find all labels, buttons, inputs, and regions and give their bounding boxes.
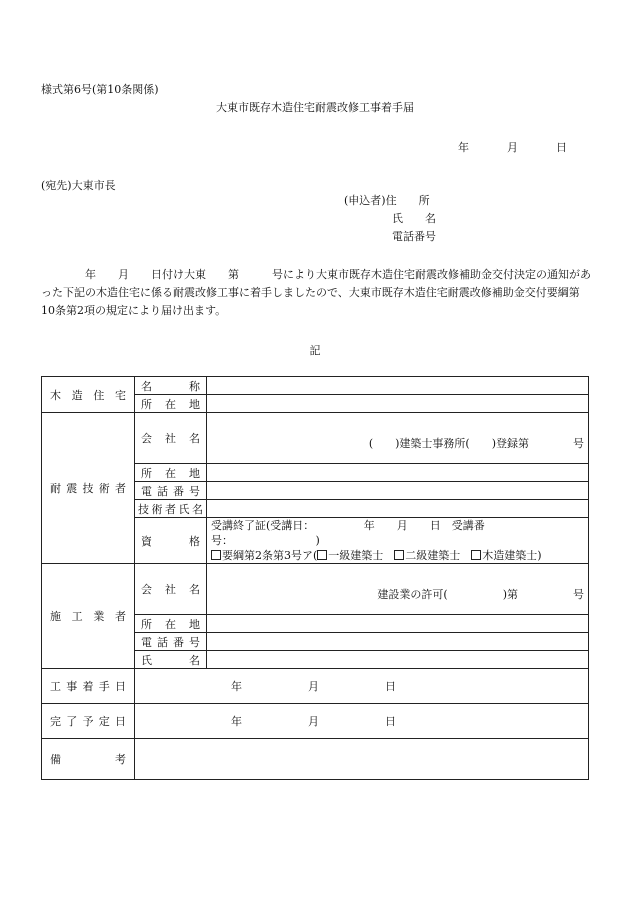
qualification-line-2 [211,548,584,563]
date-line [458,139,567,155]
engineer-address-label: 所在地 [135,464,207,482]
contractor-company-field[interactable] [207,564,589,615]
qual-first-class-label: 一級建築士 [328,549,384,562]
qual-second-class-label: 二級建築士 [405,549,461,562]
checkbox-second-class[interactable] [394,550,404,560]
engineer-qualification-field [207,518,589,564]
house-name-label: 名称 [135,377,207,395]
applicant-address-label: 住 所 [385,194,430,207]
remarks-label: 備考 [42,739,135,780]
start-date-value: 年 月 日 [231,680,396,693]
engineer-address-field[interactable] [207,464,589,482]
contractor-phone-field[interactable] [207,633,589,651]
contractor-phone-label: 電話番号 [135,633,207,651]
house-address-label: 所在地 [135,395,207,413]
applicant-prefix: (申込者) [344,194,386,207]
applicant-phone-label: 電話番号 [392,230,436,243]
contractor-company-value: 建設業の許可( )第 号 [377,588,584,601]
applicant-name-label: 氏 名 [392,212,436,225]
engineer-company-field[interactable] [207,413,589,464]
contractor-name-field[interactable] [207,651,589,669]
completion-date-field[interactable] [135,704,589,739]
house-section-label: 木造住宅 [42,377,135,413]
contractor-address-field[interactable] [207,615,589,633]
checkbox-guideline[interactable] [211,550,221,560]
qual-wooden-label: 木造建築士) [482,549,542,562]
addressee: (宛先)大東市長 [41,179,116,192]
house-name-field[interactable] [207,377,589,395]
engineer-company-value: ( )建築士事務所( )登録第 号 [368,437,584,450]
engineer-section-label: 耐震技術者 [42,413,135,564]
start-date-label: 工事着手日 [42,669,135,704]
qualification-line-1: 受講終了証(受講日： 年 月 日 受講番号： ) [211,519,485,547]
start-date-field[interactable] [135,669,589,704]
contractor-company-label: 会社名 [135,564,207,615]
checkbox-wooden[interactable] [471,550,481,560]
engineer-phone-field[interactable] [207,482,589,500]
qual-guideline-label: 要綱第2条第3号ア( [222,549,318,562]
date-day: 日 [556,141,567,154]
engineer-company-label: 会社名 [135,413,207,464]
remarks-field[interactable] [135,739,589,780]
contractor-name-label: 氏名 [135,651,207,669]
checkbox-first-class[interactable] [317,550,327,560]
date-month: 月 [507,141,518,154]
completion-date-label: 完了予定日 [42,704,135,739]
form-table [41,376,589,780]
body-text: 年 月 日付け大東 第 号により大東市既存木造住宅耐震改修補助金交付決定の通知があった下記の木造住宅に係る耐震改修工事に着手しましたので、大東市既存木造住宅耐震改修補助金交付要綱第10条第2項の規定により届け出ます。 [41,268,591,317]
engineer-phone-label: 電話番号 [135,482,207,500]
applicant-block [344,192,436,246]
engineer-qualification-label: 資格 [135,518,207,564]
engineer-name-label: 技術者氏名 [135,500,207,518]
contractor-section-label: 施工業者 [42,564,135,669]
document-title: 大東市既存木造住宅耐震改修工事着手届 [216,101,414,114]
completion-date-value: 年 月 日 [231,715,396,728]
date-year: 年 [458,141,469,154]
house-address-field[interactable] [207,395,589,413]
ki-heading: 記 [309,344,321,357]
engineer-name-field[interactable] [207,500,589,518]
contractor-address-label: 所在地 [135,615,207,633]
form-number: 様式第6号(第10条関係) [41,83,159,96]
